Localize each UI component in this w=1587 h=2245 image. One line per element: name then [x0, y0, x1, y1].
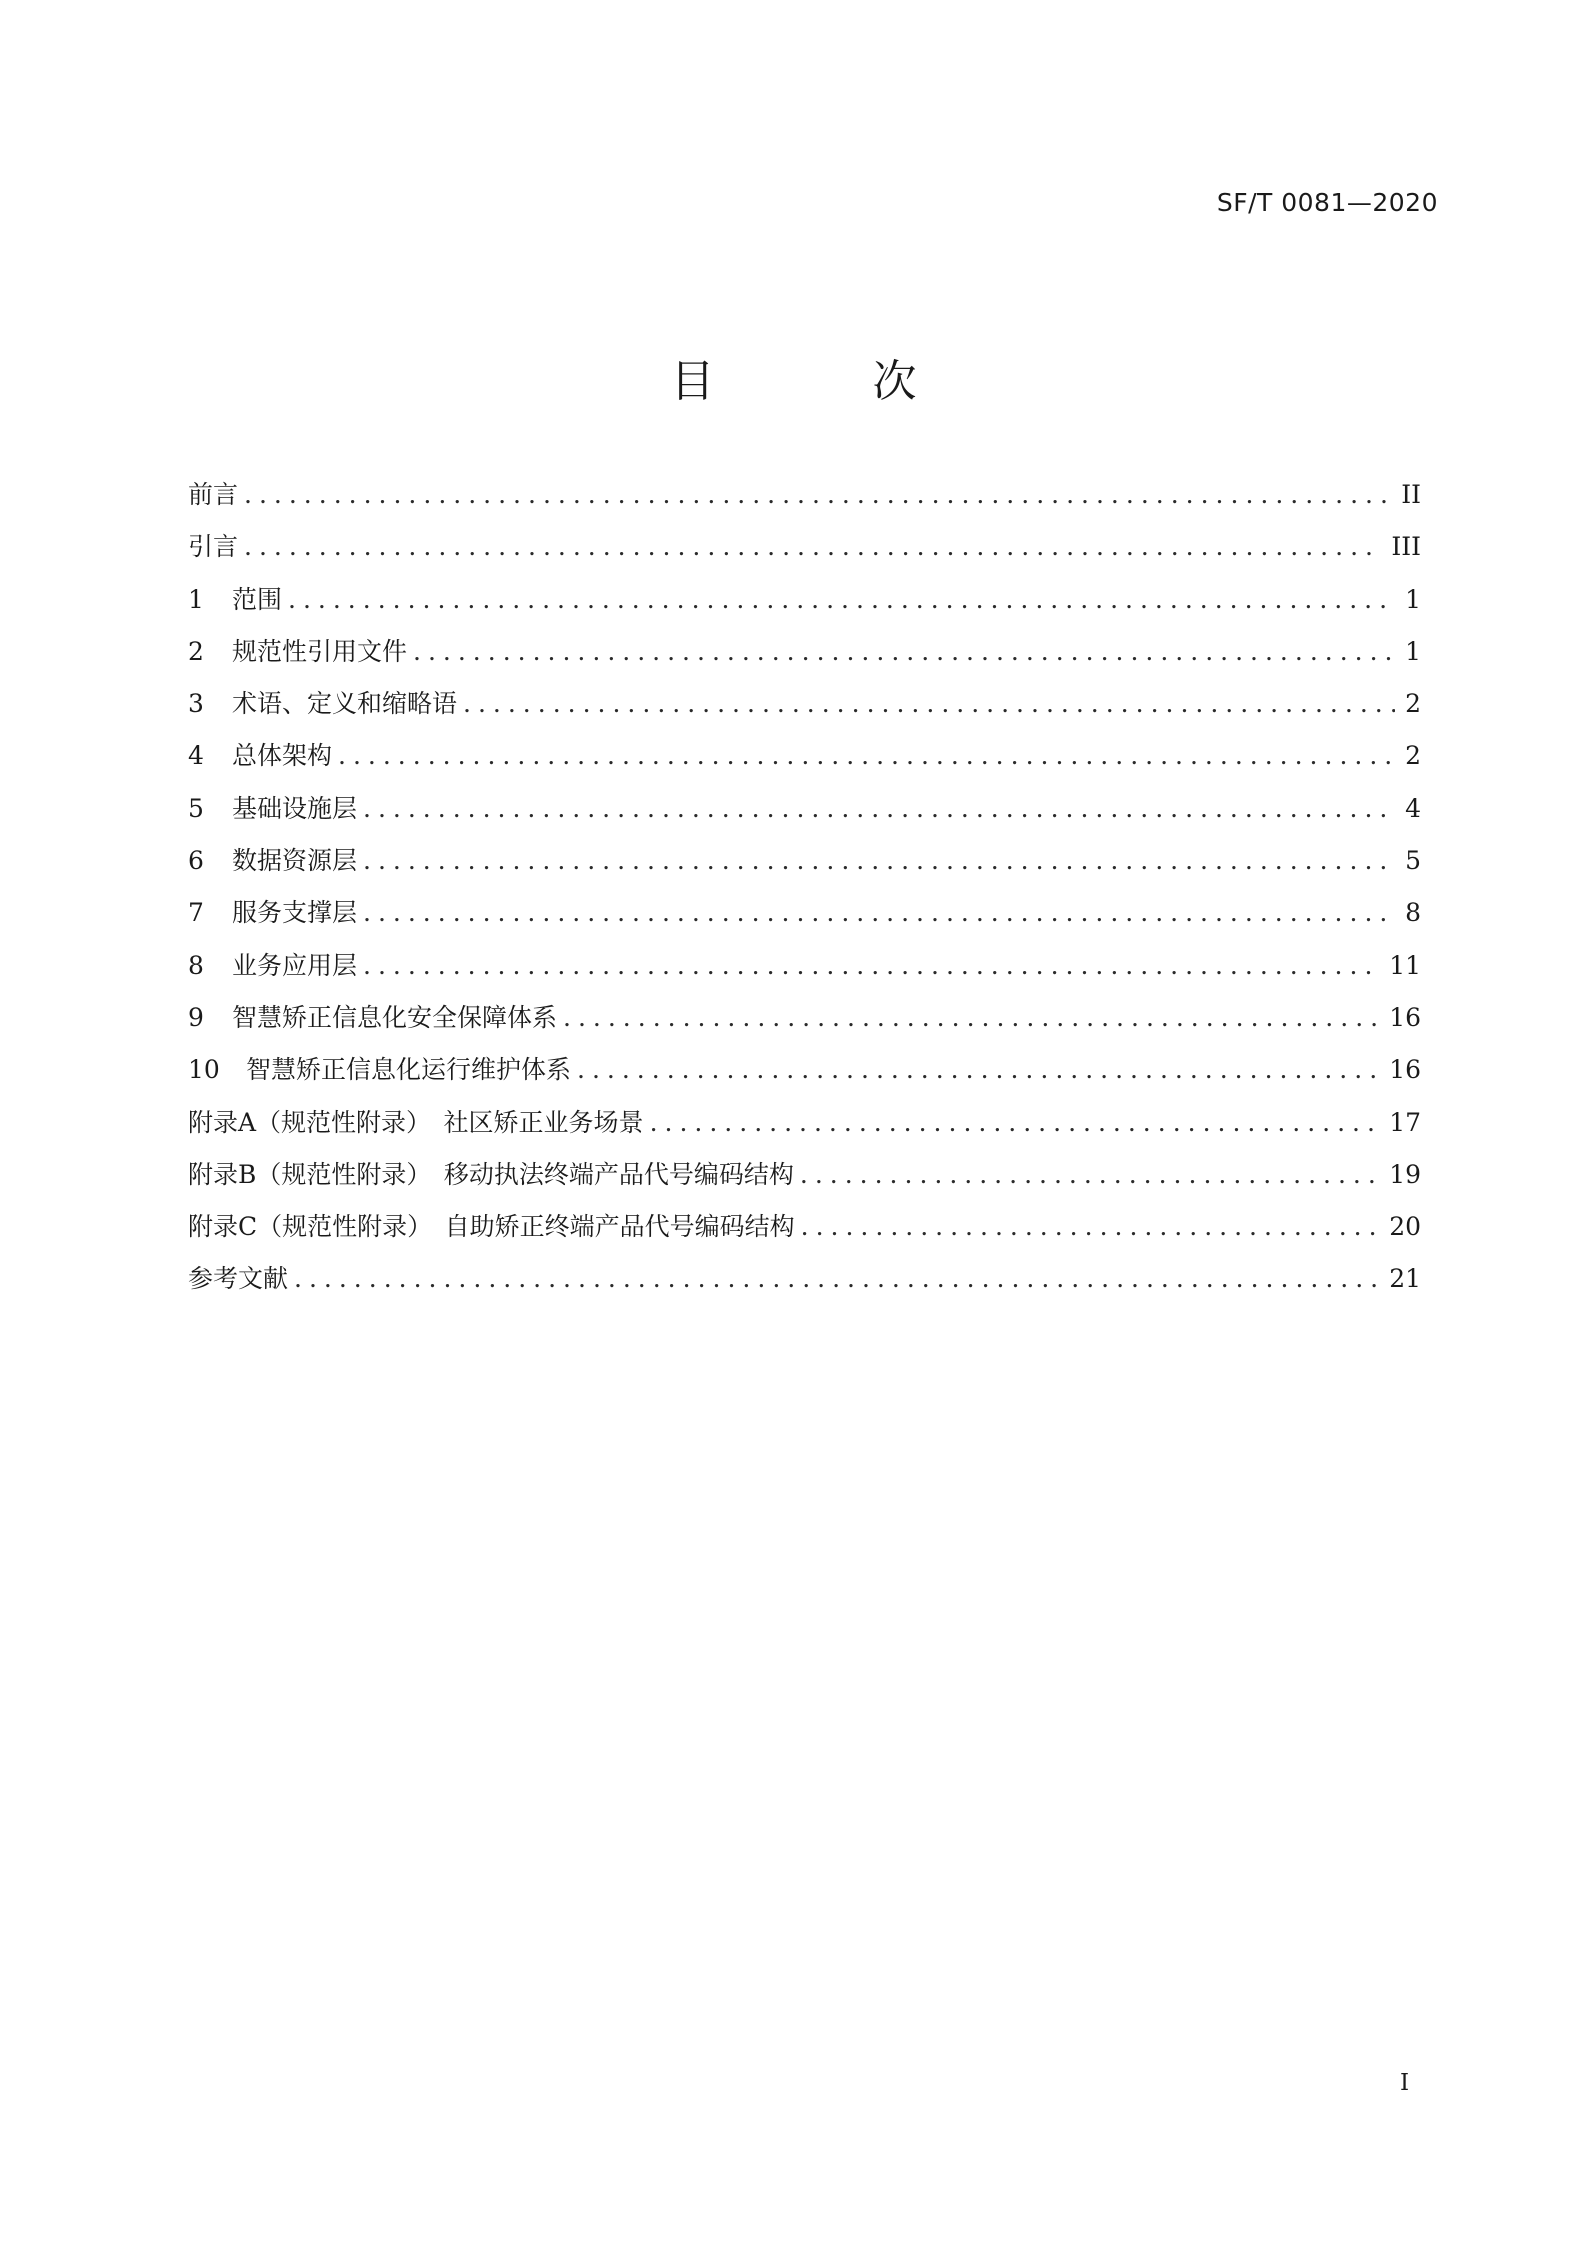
dot-leader: [294, 1264, 1379, 1293]
toc-entry-number: 9: [188, 1002, 204, 1032]
toc-entry-scope[interactable]: [188, 580, 1421, 632]
toc-entry-title: 智慧矫正信息化运行维护体系: [246, 1055, 572, 1085]
toc-entry-number: 5: [188, 793, 204, 823]
dot-leader: [413, 637, 1395, 666]
toc-entry-service-support-layer[interactable]: [188, 893, 1421, 945]
toc-entry-number: 10: [188, 1055, 220, 1085]
toc-entry-normative-references[interactable]: [188, 632, 1421, 684]
dot-leader: [363, 951, 1379, 980]
toc-entry-page: 16: [1389, 1055, 1421, 1085]
toc-entry-title: 规范性引用文件: [232, 636, 408, 666]
toc-entry-title: 引言: [188, 532, 239, 562]
toc-entry-appendix-c[interactable]: [188, 1207, 1421, 1259]
toc-entry-page: 1: [1405, 636, 1421, 666]
toc-entry-foreword[interactable]: [188, 475, 1421, 527]
toc-entry-page: 4: [1405, 793, 1421, 823]
dot-leader: [800, 1160, 1379, 1189]
toc-entry-page: II: [1401, 480, 1421, 509]
dot-leader: [288, 585, 1395, 614]
toc-entry-page: 17: [1389, 1107, 1421, 1137]
toc-entry-title: 基础设施层: [232, 793, 358, 823]
toc-entry-number: 2: [188, 636, 204, 666]
toc-entry-overall-architecture[interactable]: [188, 736, 1421, 788]
toc-entry-appendix-a[interactable]: [188, 1103, 1421, 1155]
toc-entry-page: 1: [1405, 584, 1421, 614]
toc-entry-title: 前言: [188, 480, 239, 509]
toc-entry-title: 业务应用层: [232, 950, 358, 980]
toc-entry-bibliography[interactable]: [188, 1259, 1421, 1311]
toc-entry-page: 2: [1405, 689, 1421, 719]
toc-entry-number: 4: [188, 741, 204, 771]
toc-entry-number: 7: [188, 898, 204, 928]
toc-entry-title: 服务支撑层: [232, 898, 358, 928]
toc-entry-number: 6: [188, 846, 204, 876]
toc-entry-page: 20: [1389, 1212, 1421, 1242]
toc-entry-page: 8: [1405, 898, 1421, 928]
toc-entry-title: 术语、定义和缩略语: [232, 689, 458, 719]
toc-entry-title: 总体架构: [232, 741, 333, 771]
toc-entry-title: 参考文献: [188, 1264, 289, 1294]
toc-title: 目 次: [670, 356, 989, 407]
toc-entry-title: 数据资源层: [232, 846, 358, 876]
toc-entry-page: 2: [1405, 741, 1421, 771]
dot-leader: [650, 1108, 1380, 1137]
dot-leader: [363, 898, 1395, 927]
toc-entry-page: 19: [1389, 1159, 1421, 1189]
toc-entry-page: 21: [1389, 1264, 1421, 1294]
dot-leader: [463, 689, 1395, 718]
toc-entry-operation-maintenance-system[interactable]: [188, 1050, 1421, 1102]
toc-entry-data-resource-layer[interactable]: [188, 841, 1421, 893]
toc-entry-title: 智慧矫正信息化安全保障体系: [232, 1002, 558, 1032]
toc-entry-appendix-b[interactable]: [188, 1155, 1421, 1207]
dot-leader: [801, 1212, 1380, 1241]
toc-entry-title: 范围: [232, 584, 283, 614]
toc-entry-page: 16: [1389, 1002, 1421, 1032]
dot-leader: [577, 1055, 1379, 1084]
toc-entry-security-system[interactable]: [188, 998, 1421, 1050]
table-of-contents: [188, 475, 1421, 1312]
dot-leader: [363, 794, 1395, 823]
document-code: SF/T 0081—2020: [1216, 188, 1438, 217]
toc-entry-business-application-layer[interactable]: [188, 946, 1421, 998]
toc-entry-title: 附录C（规范性附录） 自助矫正终端产品代号编码结构: [188, 1212, 795, 1242]
toc-entry-introduction[interactable]: [188, 527, 1421, 579]
toc-entry-number: 3: [188, 689, 204, 719]
toc-entry-page: 11: [1389, 950, 1421, 980]
page-number: I: [1400, 2070, 1410, 2096]
toc-entry-title: 附录B（规范性附录） 移动执法终端产品代号编码结构: [188, 1159, 794, 1189]
toc-entry-number: 8: [188, 950, 204, 980]
toc-entry-page: III: [1391, 532, 1421, 562]
toc-entry-page: 5: [1405, 846, 1421, 876]
dot-leader: [563, 1003, 1379, 1032]
dot-leader: [363, 846, 1395, 875]
dot-leader: [244, 532, 1381, 561]
dot-leader: [244, 480, 1391, 509]
toc-entry-terms-definitions[interactable]: [188, 684, 1421, 736]
toc-entry-title: 附录A（规范性附录） 社区矫正业务场景: [188, 1107, 644, 1137]
dot-leader: [338, 741, 1395, 770]
toc-entry-infrastructure-layer[interactable]: [188, 789, 1421, 841]
toc-entry-number: 1: [188, 584, 204, 614]
